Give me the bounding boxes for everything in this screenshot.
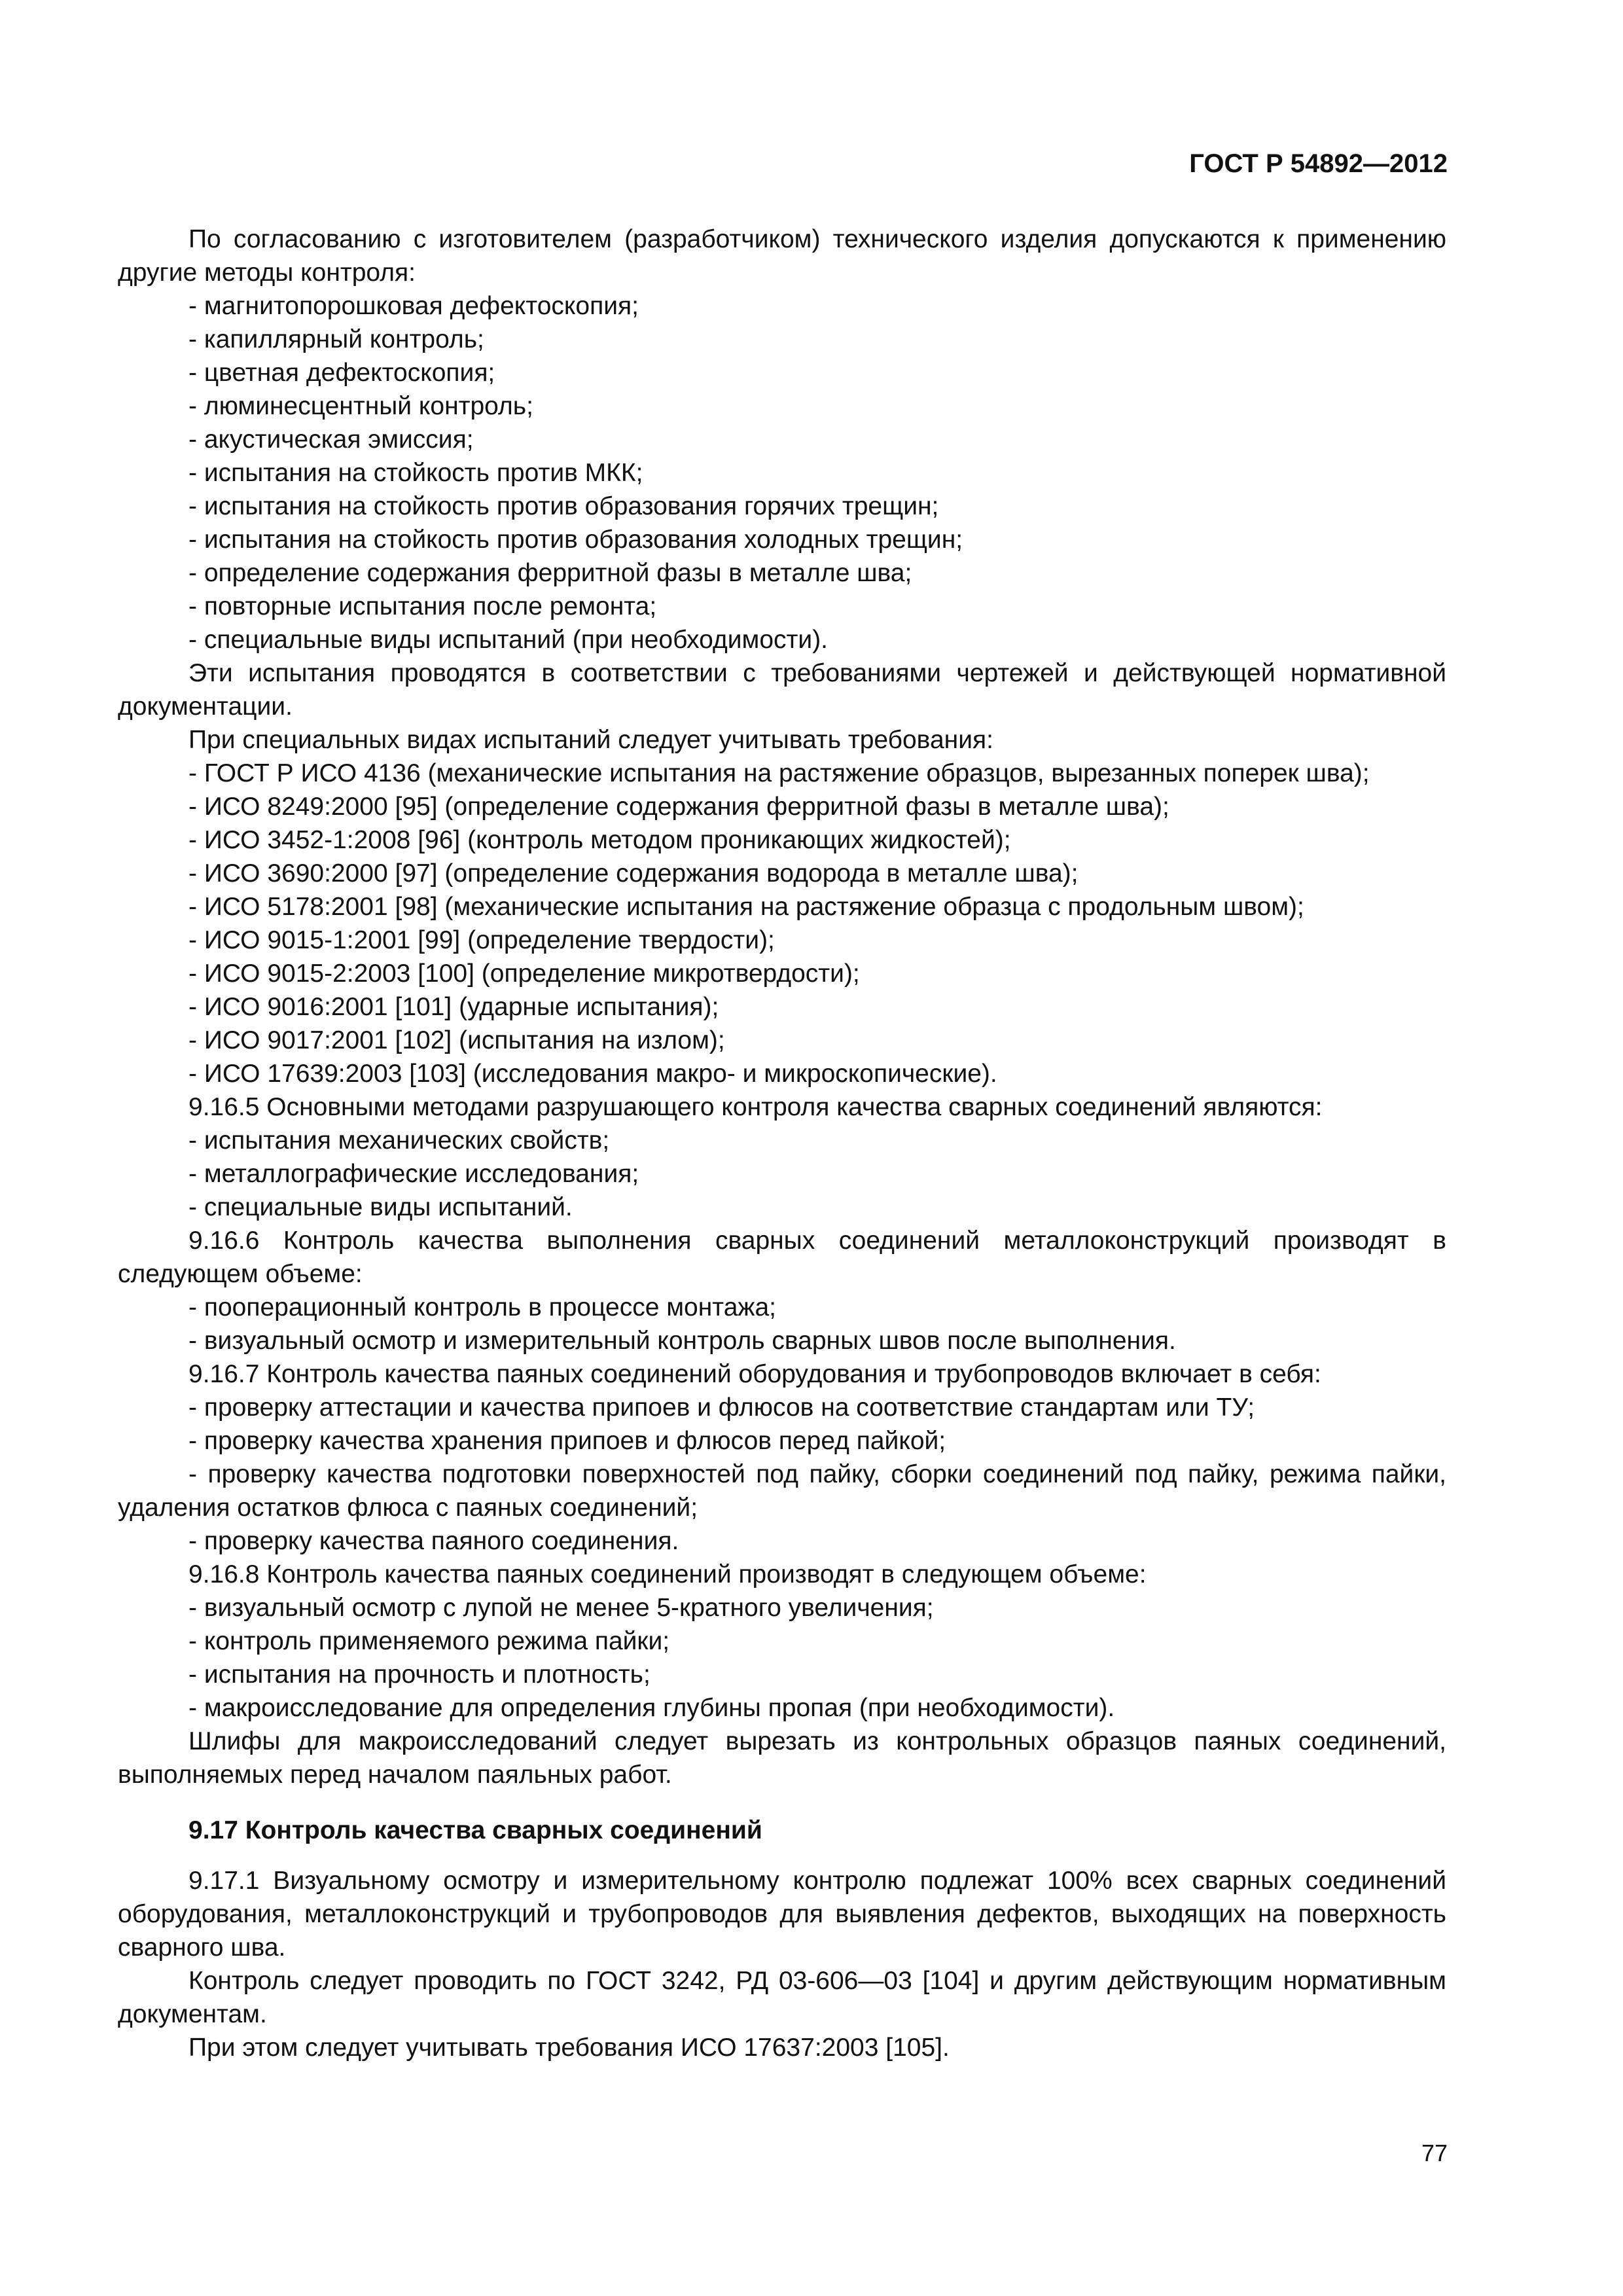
list-item: - специальные виды испытаний (при необходимости). bbox=[188, 626, 829, 654]
list-item: - металлографические исследования; bbox=[188, 1160, 639, 1188]
list-item: - цветная дефектоскопия; bbox=[188, 359, 495, 387]
list-item: - визуальный осмотр и измерительный контроль сварных швов после выполнения. bbox=[188, 1327, 1176, 1355]
paragraph: По согласованию с изготовителем (разработчиком) технического изделия допускаются к применению другие методы контроля: bbox=[118, 225, 1446, 287]
list-item: - повторные испытания после ремонта; bbox=[188, 592, 657, 620]
paragraph: 9.16.5 Основными методами разрушающего контроля качества сварных соединений являются: bbox=[188, 1093, 1323, 1121]
list-item: - испытания на прочность и плотность; bbox=[188, 1660, 651, 1689]
list-item: - ИСО 8249:2000 [95] (определение содержания ферритной фазы в металле шва); bbox=[188, 793, 1169, 821]
list-item: - ГОСТ Р ИСО 4136 (механические испытания на растяжение образцов, вырезанных поперек шва); bbox=[188, 759, 1370, 787]
document-body bbox=[118, 223, 1446, 2064]
list-item: - испытания на стойкость против образования холодных трещин; bbox=[188, 526, 963, 554]
paragraph: 9.16.6 Контроль качества выполнения сварных соединений металлоконструкций производят в следующем объеме: bbox=[118, 1227, 1446, 1288]
list-item: - ИСО 17639:2003 [103] (исследования макро- и микроскопические). bbox=[188, 1060, 997, 1088]
list-item: - проверку аттестации и качества припоев и флюсов на соответствие стандартам или ТУ; bbox=[188, 1393, 1255, 1422]
list-item: - ИСО 9015-2:2003 [100] (определение микротвердости); bbox=[188, 960, 860, 988]
list-item: - испытания на стойкость против образования горячих трещин; bbox=[188, 492, 939, 520]
page-number: 77 bbox=[1421, 2140, 1448, 2166]
list-item: - макроисследование для определения глубины пропая (при необходимости). bbox=[188, 1694, 1115, 1722]
list-item: - визуальный осмотр с лупой не менее 5-кратного увеличения; bbox=[188, 1594, 934, 1622]
list-item: - магнитопорошковая дефектоскопия; bbox=[188, 292, 639, 320]
list-item: - проверку качества паяного соединения. bbox=[188, 1527, 679, 1555]
list-item: - испытания на стойкость против МКК; bbox=[188, 459, 643, 487]
list-item: - проверку качества подготовки поверхностей под пайку, сборки соединений под пайку, режима пайки, удаления остатков флюса с паяных соединений; bbox=[118, 1460, 1446, 1522]
list-item: - пооперационный контроль в процессе монтажа; bbox=[188, 1293, 777, 1321]
document-code-header: ГОСТ Р 54892—2012 bbox=[1189, 149, 1448, 178]
list-item: - ИСО 9016:2001 [101] (ударные испытания); bbox=[188, 993, 719, 1021]
paragraph: 9.16.7 Контроль качества паяных соединений оборудования и трубопроводов включает в себя: bbox=[188, 1360, 1321, 1388]
paragraph: Эти испытания проводятся в соответствии с требованиями чертежей и действующей нормативной документации. bbox=[118, 659, 1446, 721]
paragraph: 9.17.1 Визуальному осмотру и измерительному контролю подлежат 100% всех сварных соединений оборудования, металлоконструкций и трубопроводов для выявления дефектов, выходящих на поверхность сварного шва. bbox=[118, 1867, 1446, 1962]
list-item: - ИСО 3690:2000 [97] (определение содержания водорода в металле шва); bbox=[188, 859, 1079, 888]
list-item: - люминесцентный контроль; bbox=[188, 392, 533, 420]
list-item: - проверку качества хранения припоев и флюсов перед пайкой; bbox=[188, 1427, 946, 1455]
paragraph: При специальных видах испытаний следует учитывать требования: bbox=[188, 726, 993, 754]
paragraph: Контроль следует проводить по ГОСТ 3242, РД 03-606—03 [104] и другим действующим нормативным документам. bbox=[118, 1967, 1446, 2028]
list-item: - испытания механических свойств; bbox=[188, 1126, 610, 1155]
list-item: - капиллярный контроль; bbox=[188, 325, 484, 353]
list-item: - акустическая эмиссия; bbox=[188, 425, 474, 454]
paragraph: 9.16.8 Контроль качества паяных соединений производят в следующем объеме: bbox=[188, 1560, 1147, 1588]
list-item: - ИСО 3452-1:2008 [96] (контроль методом проникающих жидкостей); bbox=[188, 826, 1011, 854]
list-item: - ИСО 9017:2001 [102] (испытания на излом); bbox=[188, 1026, 725, 1054]
paragraph: Шлифы для макроисследований следует вырезать из контрольных образцов паяных соединений, выполняемых перед началом паяльных работ. bbox=[118, 1727, 1446, 1789]
list-item: - контроль применяемого режима пайки; bbox=[188, 1627, 670, 1655]
list-item: - ИСО 9015-1:2001 [99] (определение твердости); bbox=[188, 926, 775, 954]
paragraph: При этом следует учитывать требования ИСО 17637:2003 [105]. bbox=[188, 2034, 950, 2062]
section-heading: 9.17 Контроль качества сварных соединений bbox=[188, 1816, 762, 1844]
list-item: - определение содержания ферритной фазы в металле шва; bbox=[188, 559, 912, 587]
list-item: - специальные виды испытаний. bbox=[188, 1193, 573, 1221]
list-item: - ИСО 5178:2001 [98] (механические испытания на растяжение образца с продольным швом); bbox=[188, 893, 1304, 921]
